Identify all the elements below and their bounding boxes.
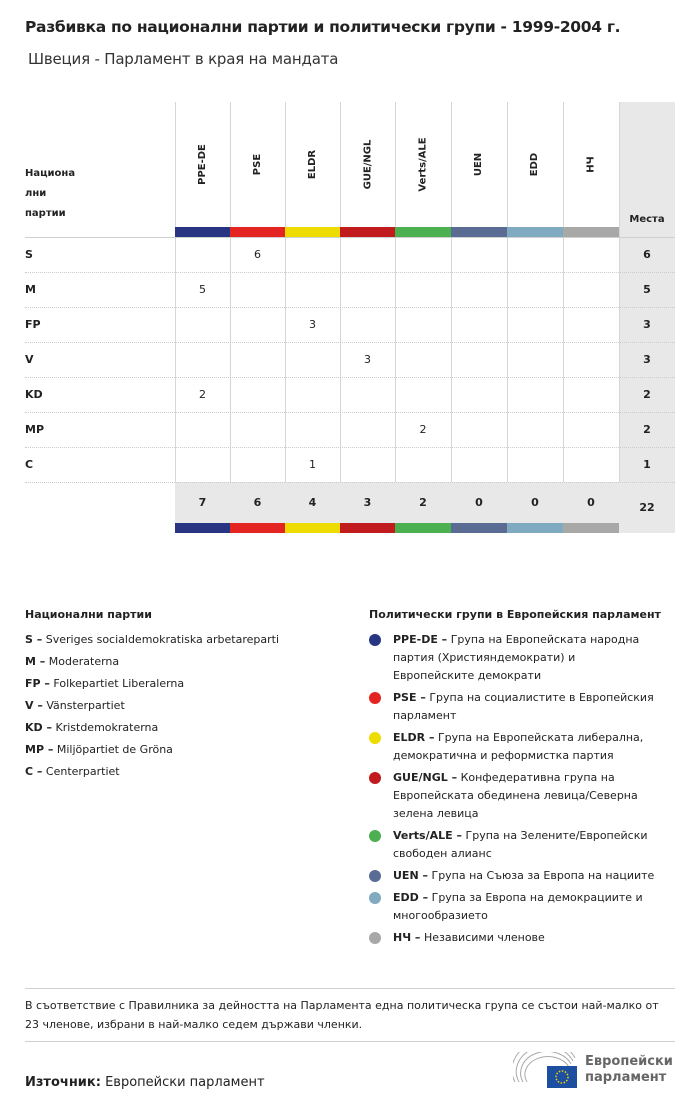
table-cell: 1 — [309, 458, 316, 471]
party-legend-item — [25, 717, 345, 739]
column-total: 0 — [475, 496, 483, 509]
column-total: 4 — [308, 496, 317, 509]
group-color-bar-bottom — [451, 523, 507, 533]
group-color-dot-icon — [369, 830, 381, 842]
party-name: Centerpartiet — [45, 765, 120, 778]
group-name: Група на Съюза за Европа на нациите — [431, 869, 655, 882]
column-header — [395, 102, 451, 227]
column-header — [230, 102, 285, 227]
party-name: Folkepartiet Liberalerna — [53, 677, 185, 690]
column-total: 6 — [253, 496, 262, 509]
group-legend-item — [369, 827, 659, 863]
political-groups-legend — [369, 608, 689, 951]
table-cell — [451, 377, 507, 412]
party-label: MP — [25, 423, 45, 436]
table-cell — [175, 237, 230, 272]
table-cell — [507, 307, 563, 342]
table-cell — [285, 377, 340, 412]
table-cell — [395, 307, 451, 342]
page-title: Разбивка по национални партии и политически групи - 1999-2004 г. — [25, 18, 621, 36]
table-cell — [230, 342, 285, 377]
row-total: 1 — [643, 458, 651, 471]
table-cell — [507, 377, 563, 412]
table-cell — [395, 272, 451, 307]
row-total: 2 — [643, 388, 651, 401]
table-cell: 2 — [419, 423, 427, 436]
table-cell — [563, 272, 619, 307]
table-cell — [285, 412, 340, 447]
group-legend-item — [369, 631, 659, 685]
party-abbr: V – — [25, 699, 43, 712]
column-header — [451, 102, 507, 227]
group-name: Група на Европейската народна партия (Християндемократи) и Европейските демократи — [393, 633, 640, 682]
party-legend-item — [25, 695, 345, 717]
row-total: 5 — [643, 283, 651, 296]
group-name: Конфедеративна група на Европейската обединена левица/Северна зелена левица — [393, 771, 638, 820]
party-label: M — [25, 283, 36, 296]
table-cell — [507, 412, 563, 447]
group-color-dot-icon — [369, 870, 381, 882]
group-abbr: EDD – — [393, 891, 429, 904]
party-label: V — [25, 353, 34, 366]
group-color-bar — [451, 227, 507, 237]
group-abbr: ELDR – — [393, 731, 435, 744]
table-cell — [451, 342, 507, 377]
table-cell — [175, 447, 230, 482]
column-header — [507, 102, 563, 227]
group-color-bar — [395, 227, 451, 237]
footnote: В съответствие с Правилника за дейността на Парламента една политическа група се състои най-малко от 23 членове, избрани в най-малко седем държави членки. — [25, 999, 659, 1031]
table-cell — [563, 237, 619, 272]
national-parties-legend-title: Национални партии — [25, 608, 152, 621]
party-legend-item — [25, 673, 345, 695]
seats-header: Места — [629, 214, 665, 225]
column-total: 7 — [198, 496, 207, 509]
group-color-dot-icon — [369, 634, 381, 646]
table-cell — [230, 447, 285, 482]
party-abbr: MP – — [25, 743, 54, 756]
table-cell — [507, 342, 563, 377]
group-legend-item — [369, 929, 659, 947]
table-cell — [340, 412, 395, 447]
table-cell: 2 — [199, 388, 206, 401]
group-abbr: НЧ – — [393, 931, 421, 944]
ep-logo — [513, 1052, 678, 1088]
group-label: EDD — [529, 152, 541, 177]
party-name: Miljöpartiet de Gröna — [56, 743, 173, 756]
group-abbr: UEN – — [393, 869, 428, 882]
group-label: PSE — [252, 153, 263, 176]
party-legend-item — [25, 739, 345, 761]
group-color-bar — [175, 227, 230, 237]
table-cell — [563, 342, 619, 377]
party-abbr: S – — [25, 633, 43, 646]
column-header — [340, 102, 395, 227]
row-total: 3 — [643, 353, 651, 366]
party-legend-item — [25, 651, 345, 673]
column-total: 2 — [419, 496, 427, 509]
table-cell — [230, 377, 285, 412]
table-cell — [175, 342, 230, 377]
source-label: Източник: — [25, 1075, 101, 1090]
table-cell — [395, 342, 451, 377]
group-legend-item — [369, 769, 659, 823]
table-cell — [230, 307, 285, 342]
table-cell — [340, 272, 395, 307]
table-cell: 6 — [254, 248, 261, 261]
party-name: Kristdemokraterna — [55, 721, 159, 734]
group-name: Независими членове — [423, 931, 545, 944]
group-name: Група на Европейската либерална, демократична и реформистка партия — [393, 731, 644, 762]
page-subtitle: Швеция - Парламент в края на мандата — [28, 50, 339, 68]
table-cell — [451, 237, 507, 272]
table-cell — [175, 412, 230, 447]
political-groups-legend-title: Политически групи в Европейския парламент — [369, 608, 661, 621]
group-label: PPE-DE — [197, 144, 208, 185]
group-color-bar — [285, 227, 340, 237]
ep-logo-text: Европейски парламент — [585, 1054, 673, 1085]
column-header — [175, 102, 230, 227]
column-header — [563, 102, 619, 227]
party-abbr: KD – — [25, 721, 52, 734]
column-header — [285, 102, 340, 227]
group-legend-item — [369, 889, 659, 925]
table-cell — [563, 447, 619, 482]
table-cell — [507, 447, 563, 482]
party-legend-item — [25, 629, 345, 651]
group-color-dot-icon — [369, 732, 381, 744]
group-legend-item — [369, 867, 659, 885]
party-abbr: FP – — [25, 677, 50, 690]
group-name: Група на Зелените/Европейски свободен алианс — [393, 829, 648, 860]
group-legend-item — [369, 689, 659, 725]
group-color-bar-bottom — [175, 523, 230, 533]
group-abbr: Verts/ALE – — [393, 829, 462, 842]
group-legend-item — [369, 729, 659, 765]
table-cell — [395, 377, 451, 412]
party-abbr: M – — [25, 655, 46, 668]
divider — [25, 988, 675, 989]
group-label: UEN — [473, 152, 485, 177]
group-color-dot-icon — [369, 892, 381, 904]
table-cell — [507, 237, 563, 272]
table-cell — [230, 272, 285, 307]
party-label: KD — [25, 388, 43, 401]
table-cell: 3 — [364, 353, 371, 366]
group-abbr: PSE – — [393, 691, 426, 704]
table-cell: 5 — [199, 283, 206, 296]
national-parties-legend — [25, 608, 345, 783]
group-color-bar — [230, 227, 285, 237]
party-legend-item — [25, 761, 345, 783]
table-cell — [451, 412, 507, 447]
group-abbr: PPE-DE – — [393, 633, 448, 646]
party-abbr: C – — [25, 765, 43, 778]
group-color-bar-bottom — [285, 523, 340, 533]
group-label: ELDR — [307, 149, 318, 180]
seats-table — [25, 102, 675, 533]
table-cell — [340, 237, 395, 272]
table-cell — [285, 272, 340, 307]
table-cell — [340, 307, 395, 342]
table-cell — [451, 307, 507, 342]
group-color-bar-bottom — [230, 523, 285, 533]
group-color-bar-bottom — [395, 523, 451, 533]
row-total: 3 — [643, 318, 651, 331]
table-cell — [285, 237, 340, 272]
table-cell — [507, 272, 563, 307]
grand-total: 22 — [639, 501, 655, 514]
table-cell — [340, 447, 395, 482]
source-line — [25, 1075, 265, 1090]
group-color-bar-bottom — [340, 523, 395, 533]
table-cell — [175, 307, 230, 342]
group-color-dot-icon — [369, 932, 381, 944]
source-value: Европейски парламент — [105, 1075, 265, 1090]
group-label: Verts/ALE — [417, 137, 429, 192]
table-cell — [563, 377, 619, 412]
group-color-bar — [340, 227, 395, 237]
group-color-dot-icon — [369, 692, 381, 704]
party-name: Sveriges socialdemokratiska arbetareparti — [45, 633, 280, 646]
group-label: НЧ — [585, 156, 597, 173]
table-cell — [230, 412, 285, 447]
divider — [25, 1041, 675, 1042]
table-cell — [395, 237, 451, 272]
group-color-bar — [507, 227, 563, 237]
group-abbr: GUE/NGL – — [393, 771, 458, 784]
table-cell — [451, 447, 507, 482]
group-color-dot-icon — [369, 772, 381, 784]
group-color-bar — [563, 227, 619, 237]
group-name: Група за Европа на демокрациите и многообразието — [393, 891, 643, 922]
group-color-bar-bottom — [563, 523, 619, 533]
table-cell: 3 — [309, 318, 316, 331]
group-color-bar-bottom — [507, 523, 563, 533]
column-total: 0 — [587, 496, 595, 509]
party-label: C — [25, 458, 34, 471]
row-total: 6 — [643, 248, 651, 261]
party-name: Vänsterpartiet — [46, 699, 125, 712]
party-label: S — [25, 248, 33, 261]
table-cell — [563, 307, 619, 342]
group-name: Група на социалистите в Европейския парламент — [393, 691, 654, 722]
party-name: Moderaterna — [48, 655, 120, 668]
group-label: GUE/NGL — [361, 139, 373, 190]
table-cell — [563, 412, 619, 447]
table-cell — [285, 342, 340, 377]
column-total: 3 — [363, 496, 372, 509]
column-total: 0 — [531, 496, 539, 509]
row-total: 2 — [643, 423, 651, 436]
row-header: Национа лни партии — [25, 168, 76, 219]
table-cell — [395, 447, 451, 482]
party-label: FP — [25, 318, 41, 331]
ep-hemicycle-icon — [513, 1052, 577, 1088]
table-cell — [340, 377, 395, 412]
table-cell — [451, 272, 507, 307]
